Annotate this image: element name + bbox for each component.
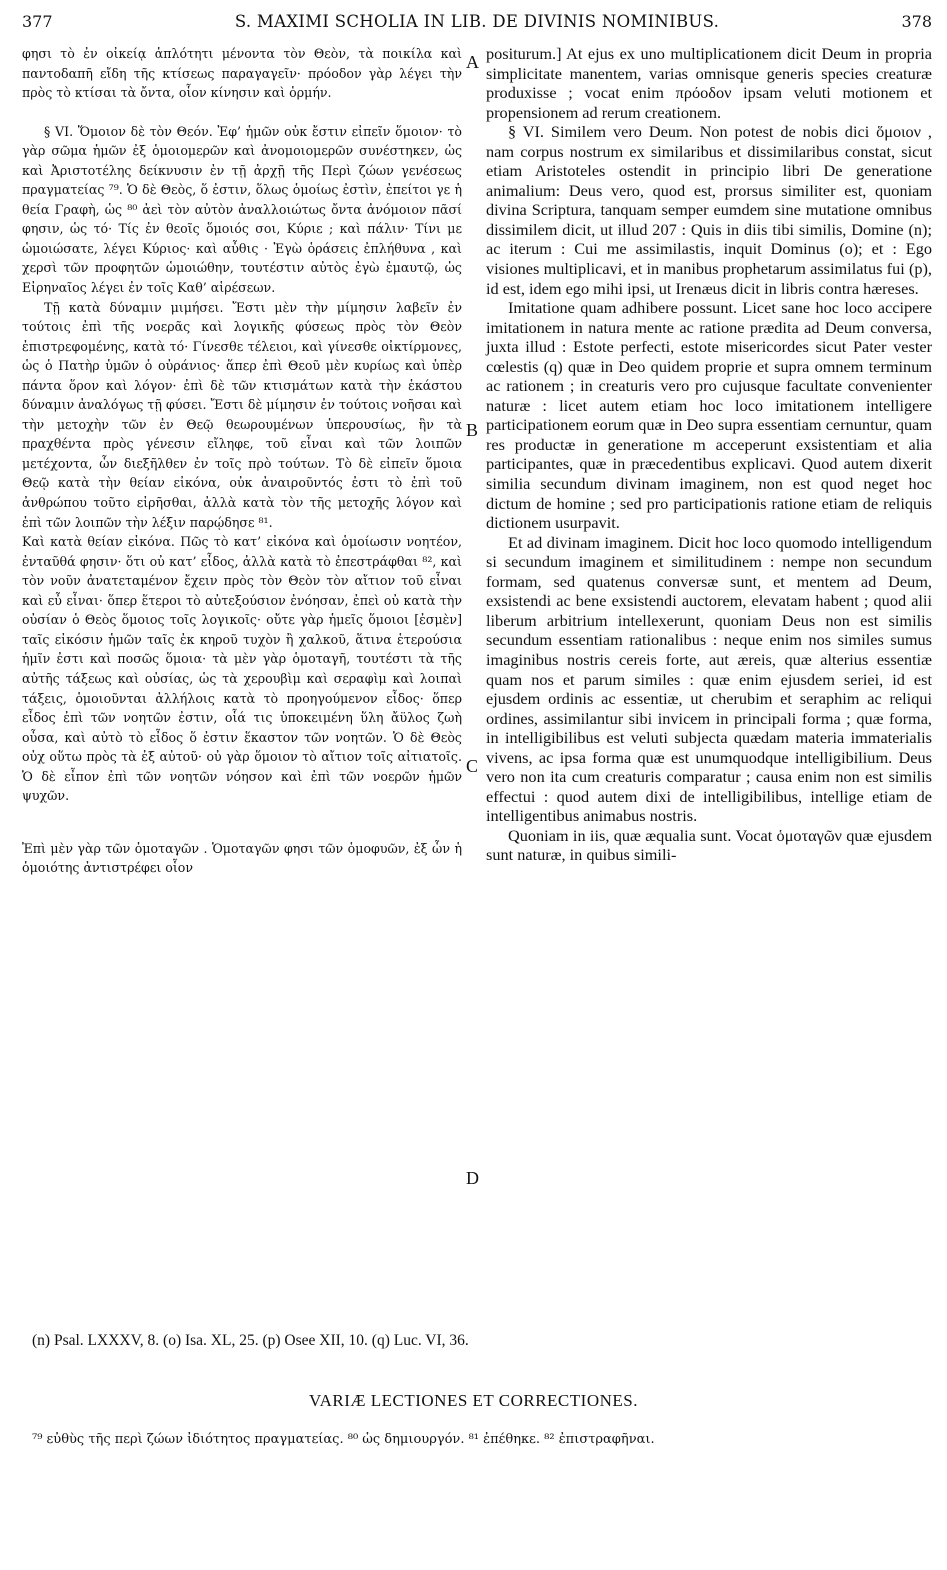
greek-paragraph-5: Ἐπὶ μὲν γὰρ τῶν ὁμοταγῶν . Ὁμοταγῶν φησι τῶν ὁμοφυῶν, ἐξ ὧν ἡ ὁμοιότης ἀντιστρέφει οἷον: [22, 840, 462, 876]
variant-readings: ⁷⁹ εὐθὺς τῆς περὶ ζώων ἰδιότητος πραγματείας. ⁸⁰ ὡς δημιουργόν. ⁸¹ ἐπέθηκε. ⁸² ἐπιστραφῆναι.: [32, 1432, 655, 1447]
latin-paragraph-2: § VI. Similem vero Deum. Non potest de nobis dici ὅμοιον , nam corpus nostrum ex similaribus et dissimilaribus constat, sicut etiam Aristoteles ostendit in principio libri De generatione animalium: Deus vero, quod est, prorsus similiter est, quoniam divina Scriptura, tanquam semper eumdem sine mutatione omnibus dissimilem dicit, ut illud 207 : Quis in diis tibi similis, Domine (n); ac iterum : Cui me assimilastis, inquit Dominus (o); et : Ego visiones multiplicavi, et in manibus prophetarum assimilatus fui (p), id est, idem ego mihi ipsi, ut Irenæus dicit in libris contra hæreses.: [486, 122, 932, 298]
latin-paragraph-1: positurum.] At ejus ex uno multiplicationem dicit Deum in propria simplicitate manentem, varias omnisque generis species creaturæ produxisse ; vocat enim πρόοδον ipsam veluti motionem et propensionem ad rerum creationem.: [486, 44, 932, 122]
margin-letter-c: C: [466, 756, 479, 776]
latin-paragraph-4: Et ad divinam imaginem. Dicit hoc loco quomodo intelligendum si secundum imaginem et similitudinem : nempe non secundum formam, sed quatenus conversæ sunt, et mentem ad Deum, exsistendi ac bene exsistendi auctorem, elevatam habent ; quod alii liberum arbitrium intellexerunt, quoniam Deus non est similis secundum essentiam rationalibus : neque enim nos similes sumus imaginibus nostris cereis forte, aut æreis, quæ alterius essentiæ quam nos et parum similes : quæ enim ejusdem seriei, id est ejusdem ordinis ac essentiæ, ut cherubim et seraphim ac reliqui ordines, assimilantur sibi invicem in principali forma ; quæ forma, in intelligibilibus est veluti subjecta quædam materia immaterialis vivens, ac ipsa forma quæ est unumquodque intelligibilium. Deus vero non ita cum creaturis comparatur ; causa enim non est similis effectui : quod autem dixi de intelligibilibus, intellige etiam de intelligentibus animabus nostris.: [486, 532, 932, 826]
page-header: [22, 10, 932, 36]
margin-letter-d: D: [466, 1168, 479, 1188]
margin-letter-a: A: [466, 52, 479, 72]
greek-paragraph-3: Τῇ κατὰ δύναμιν μιμήσει. Ἔστι μὲν τὴν μίμησιν λαβεῖν ἐν τούτοις ἐπὶ τῆς νοερᾶς καὶ λογικῆς φύσεως πρὸς τὸν Θεὸν ἐπιστρεφομένης, κατὰ τό· Γίνεσθε τέλειοι, καὶ γίνεσθε οἰκτίρμονες, ὡς ὁ Πατὴρ ὑμῶν ὁ οὐράνιος· ἅπερ ἐπὶ Θεοῦ μὲν κυρίως καὶ ὑπὲρ πάντα ὅρον καὶ λόγον· ἐπὶ δὲ τῶν κτισμάτων κατὰ τὴν ἑκάστου δύναμιν ἀναλόγως τῇ φύσει. Ἔστι δὲ μίμησιν ἐν τούτοις νοῆσαι καὶ τὴν μετοχὴν τῶν ἐν Θεῷ θεωρουμένων ὑπερουσίως, ἣν τὰ πραχθέντα πρὸς γένεσιν εἴληφε, τοῦ εἶναι καὶ τῶν λοιπῶν μετέχοντα, ὧν διεξῆλθεν ἐν τοῖς πρὸ τούτων. Τὸ δὲ εἰπεῖν ὅμοια Θεῷ κατὰ τὴν θείαν εἰκόνα, οὐκ ἀναιροῦντός ἐστι τὸ ἐπὶ τοῦ ἀνθρώπου τοῦτο εἰρῆσθαι, ἀλλὰ κατὰ τὸν τῆς μετοχῆς λόγον καὶ ἐπὶ τῶν λοιπῶν τὴν λέξιν παρῴδησε ⁸¹.: [22, 299, 462, 530]
footnote-references: (n) Psal. LXXXV, 8. (o) Isa. XL, 25. (p) Osee XII, 10. (q) Luc. VI, 36.: [32, 1332, 469, 1349]
greek-paragraph-1: φησι τὸ ἐν οἰκείᾳ ἁπλότητι μένοντα τὸν Θεὸν, τὰ ποικίλα καὶ παντοδαπῆ εἴδη τῆς κτίσεως παραγαγεῖν· πρόοδον γὰρ λέγει τὴν πρὸς τὸ κτίσαι τὰ ὄντα, οἷον κίνησιν καὶ ὁρμήν.: [22, 46, 462, 101]
page-number-left: 377: [22, 12, 53, 31]
greek-paragraph-4: Καὶ κατὰ θείαν εἰκόνα. Πῶς τὸ κατ’ εἰκόνα καὶ ὁμοίωσιν νοητέον, ἐνταῦθά φησιν· ὅτι οὐ κατ’ εἶδος, ἀλλὰ κατὰ τὸ ἐπεστράφθαι ⁸², καὶ τὸν νοῦν ἀνατεταμένον ἔχειν πρὸς τὸν Θεὸν τὸν αἴτιον τοῦ εἶναι καὶ εὖ εἶναι· ὅπερ ἕτεροι τὸ αὐτεξούσιον ἐνόησαν, ἐπεὶ οὐ κατὰ τὴν οὐσίαν ὁ Θεὸς ὅμοιος τοῖς λογικοῖς· οὔτε γὰρ ἡμεῖς ὅμοιοι [ἐσμὲν] ταῖς εἰκόσιν ἡμῶν ταῖς ἐκ κηροῦ τυχὸν ἢ χαλκοῦ, ἅτινα ἑτερούσια ἡμῖν ἐστι καὶ ποσῶς ὅμοια· τὰ μὲν γὰρ ὁμοταγῆ, τουτέστι τὰ τῆς αὐτῆς τάξεως καὶ οὐσίας, ὡς τὰ χερουβὶμ καὶ σεραφὶμ καὶ λοιπαὶ τάξεις, ὁμοιοῦνται ἀλλήλοις κατὰ τὸ προηγούμενον εἶδος· ὅπερ εἶδος ἐπὶ τῶν νοητῶν ἐστιν, οἷά τις ὑποκειμένη ὕλη ἄϋλος ζωὴ οὖσα, καὶ αὐτὸ τὸ εἶδος ὅ ἐστιν ἕκαστον τῶν νοητῶν. Ὁ δὲ Θεὸς οὐχ οὕτω πρὸς τὰ ἐξ αὐτοῦ· οὐ γὰρ ὅμοιον τὸ αἴτιον τοῖς αἰτιατοῖς. Ὁ δὲ εἶπον ἐπὶ τῶν νοητῶν νόησον καὶ ἐπὶ τῶν νοερῶν ἡμῶν ψυχῶν.: [22, 534, 462, 804]
latin-column: [486, 44, 932, 1324]
variants-heading: VARIÆ LECTIONES ET CORRECTIONES.: [309, 1391, 638, 1410]
margin-letter-b: B: [466, 420, 479, 440]
greek-column: [22, 44, 462, 1324]
page-number-right: 378: [901, 12, 932, 31]
greek-paragraph-2: § VI. Ὅμοιον δὲ τὸν Θεόν. Ἐφ’ ἡμῶν οὐκ ἔστιν εἰπεῖν ὅμοιον· τὸ γὰρ σῶμα ἡμῶν ἐξ ὁμοιομερῶν καὶ ἀνομοιομερῶν συνέστηκεν, ὡς καὶ Ἀριστοτέλης δείκνυσιν ἐν τῇ ἀρχῇ τῆς Περὶ ζώων γενέσεως πραγματείας ⁷⁹. Ὁ δὲ Θεὸς, ὅ ἐστιν, ὅλως ὁμοίως ἐστὶν, ἐπείτοι γε ἡ θεία Γραφὴ, ὡς ⁸⁰ ἀεὶ τὸν αὐτὸν ἀναλλοιώτως ὄντα ἀνόμοιον πᾶσί φησιν, ὡς τό· Τίς ἐν θεοῖς ὅμοιός σοι, Κύριε ; καὶ πάλιν· Τίνι με ὡμοιώσατε, λέγει Κύριος· καὶ αὖθις · Ἐγὼ ὁράσεις ἐπλήθυνα , καὶ χερσὶ τῶν προφητῶν ὡμοιώθην, τουτέστιν αὐτὸς ἐγὼ ἐμαυτῷ, ὡς Εἰρηναῖος λέγει ἐν τοῖς Καθ’ αἱρέσεων.: [22, 123, 462, 296]
running-title: S. MAXIMI SCHOLIA IN LIB. DE DIVINIS NOMINIBUS.: [234, 12, 720, 31]
latin-paragraph-3: Imitatione quam adhibere possunt. Licet sane hoc loco accipere imitationem in natura mente ac ratione prædita ad Deum conversa, juxta illud : Estote perfecti, estote misericordes sicut Pater vester cœlestis (q) quæ in Deo quidem proprie et supra omnem terminum ac rationem ; in creaturis vero pro cujusque facultate convenienter naturæ : licet autem etiam hoc loco imitationem intelligere participationem eorum quæ in Deo supra essentiam cernuntur, quam res productæ in generatione m acceperunt exsistentiam et alia participantes, quæ in præcedentibus explicavi. Quod autem dixerit similia secundum divinam imaginem, non est quod neget hoc dictum de homine ; sed pro participationis ratione etiam de reliquis dictionem usurpavit.: [486, 298, 932, 533]
latin-paragraph-5: Quoniam in iis, quæ æqualia sunt. Vocat ὁμοταγῶν quæ ejusdem sunt naturæ, in quibus simili-: [486, 825, 932, 865]
